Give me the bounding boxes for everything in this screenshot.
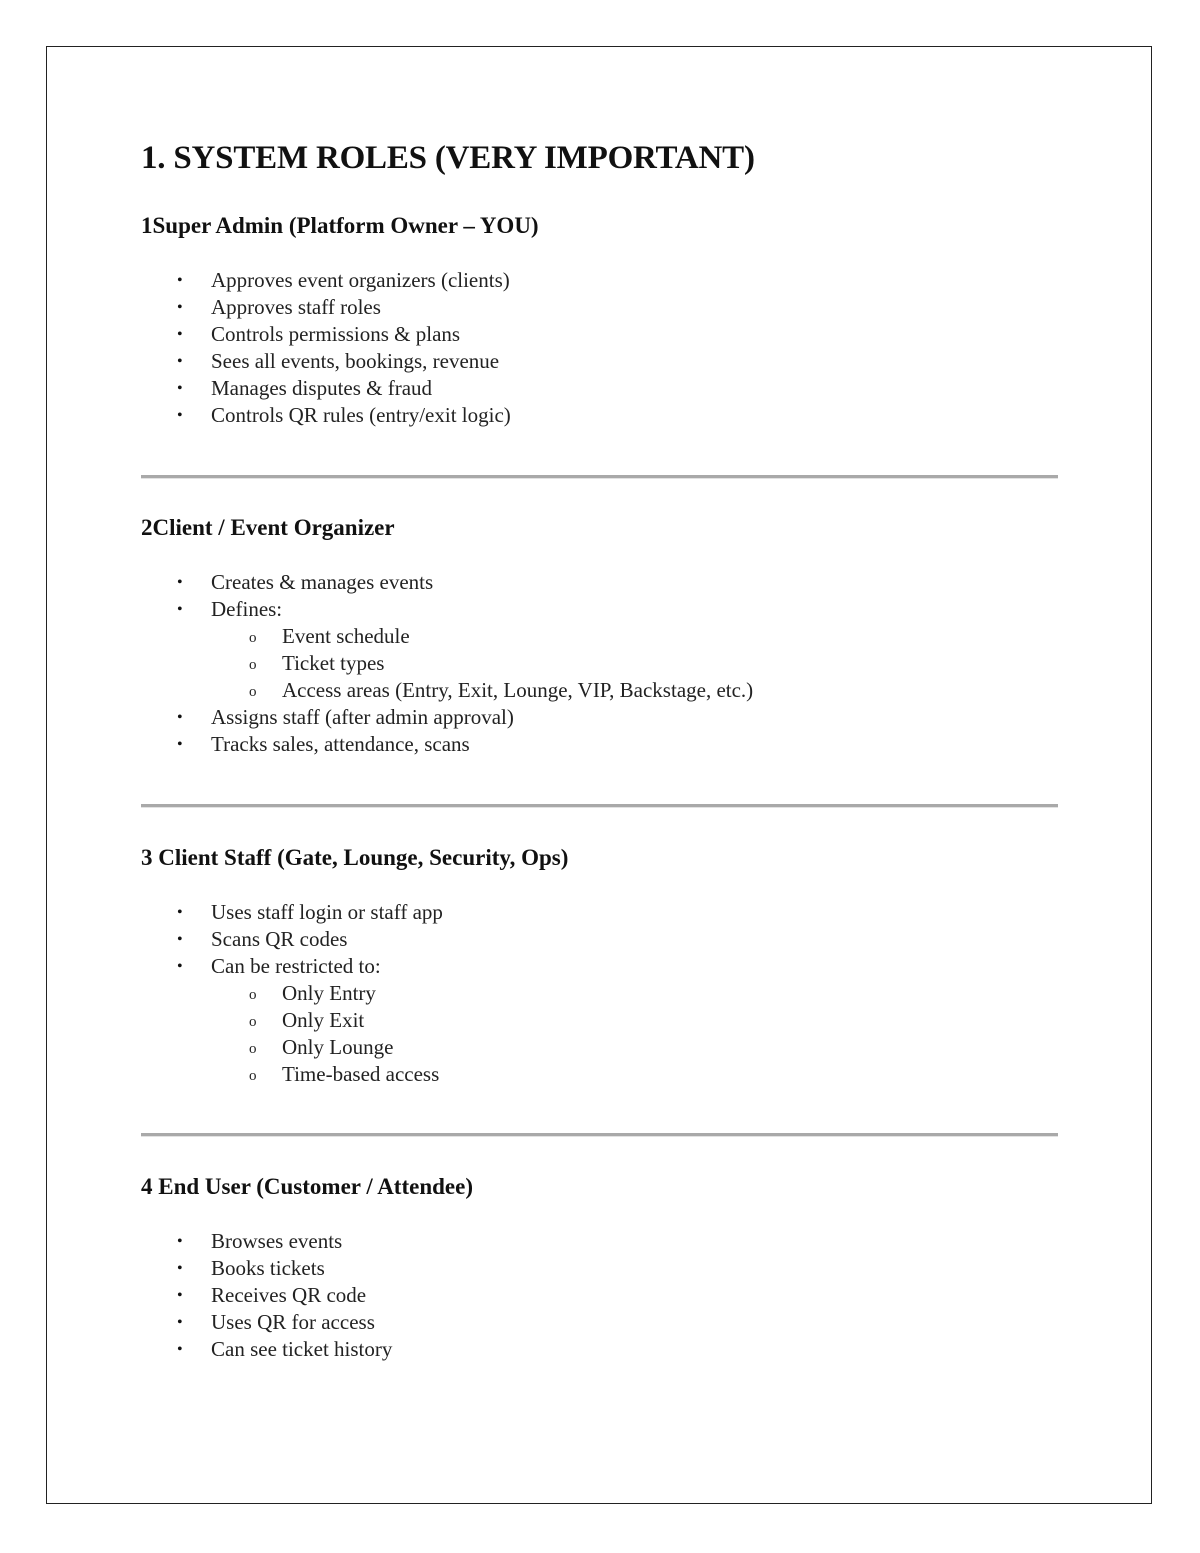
list-item: • Can see ticket history xyxy=(177,1337,393,1361)
sub-list-item: o Only Entry xyxy=(211,980,1061,1007)
section-heading: 4 End User (Customer / Attendee) xyxy=(141,1174,473,1199)
bullet-icon: • xyxy=(177,353,183,370)
list-item: • Controls permissions & plans xyxy=(177,322,461,346)
bullet-icon: • xyxy=(177,407,183,424)
section-client-organizer xyxy=(141,514,1061,758)
bullet-icon: • xyxy=(177,931,183,948)
bullet-icon: • xyxy=(177,1260,183,1277)
sub-list-item: o Only Lounge xyxy=(211,1034,1061,1061)
list-item: • Browses events xyxy=(177,1229,343,1253)
sub-list-item: o Ticket types xyxy=(211,650,1061,677)
list-item: • Approves event organizers (clients) xyxy=(177,268,510,292)
circle-bullet-icon: o xyxy=(249,1014,257,1030)
bullet-icon: • xyxy=(177,1314,183,1331)
bullet-icon: • xyxy=(177,1341,183,1358)
bullet-icon: • xyxy=(177,601,183,618)
bullet-list xyxy=(141,899,1061,1088)
list-item: • Manages disputes & fraud xyxy=(177,376,433,400)
bullet-icon: • xyxy=(177,736,183,753)
sub-list-item: o Only Exit xyxy=(211,1007,1061,1034)
bullet-list xyxy=(141,267,1061,429)
list-item: • Receives QR code xyxy=(177,1283,367,1307)
list-item: • Defines: o Event schedule o Ticket types o Access areas (Entry, Exit, Lounge, VIP, Backstage, etc.) xyxy=(141,596,1061,704)
circle-bullet-icon: o xyxy=(249,630,257,646)
sub-list-item: o Access areas (Entry, Exit, Lounge, VIP, Backstage, etc.) xyxy=(211,677,1061,704)
list-item: • Can be restricted to: o Only Entry o Only Exit o Only Lounge o Time-based access xyxy=(141,953,1061,1088)
bullet-icon: • xyxy=(177,299,183,316)
sub-bullet-list xyxy=(211,623,1061,704)
sub-list-item: o Time-based access xyxy=(211,1061,1061,1088)
list-item: • Tracks sales, attendance, scans xyxy=(177,732,470,756)
circle-bullet-icon: o xyxy=(249,657,257,673)
page-title: 1. SYSTEM ROLES (VERY IMPORTANT) xyxy=(141,140,755,176)
list-item: • Assigns staff (after admin approval) xyxy=(177,705,514,729)
circle-bullet-icon: o xyxy=(249,987,257,1003)
bullet-list xyxy=(141,569,1061,758)
section-heading: 2Client / Event Organizer xyxy=(141,515,395,540)
section-divider xyxy=(141,475,1058,479)
list-item: • Sees all events, bookings, revenue xyxy=(177,349,500,373)
list-item: • Creates & manages events xyxy=(177,570,434,594)
section-super-admin xyxy=(141,212,1061,429)
section-end-user xyxy=(141,1173,1061,1363)
bullet-icon: • xyxy=(177,709,183,726)
bullet-icon: • xyxy=(177,1287,183,1304)
bullet-icon: • xyxy=(177,958,183,975)
list-item: • Uses QR for access xyxy=(177,1310,375,1334)
bullet-icon: • xyxy=(177,904,183,921)
section-divider xyxy=(141,1133,1058,1137)
section-client-staff xyxy=(141,844,1061,1088)
bullet-icon: • xyxy=(177,574,183,591)
list-item: • Scans QR codes xyxy=(177,927,348,951)
list-item: • Approves staff roles xyxy=(177,295,381,319)
bullet-icon: • xyxy=(177,1233,183,1250)
list-item: • Controls QR rules (entry/exit logic) xyxy=(177,403,511,427)
list-item: • Books tickets xyxy=(177,1256,325,1280)
section-heading: 3 Client Staff (Gate, Lounge, Security, Ops) xyxy=(141,845,569,870)
bullet-icon: • xyxy=(177,326,183,343)
bullet-icon: • xyxy=(177,380,183,397)
sub-list-item: o Event schedule xyxy=(211,623,1061,650)
list-item: • Uses staff login or staff app xyxy=(177,900,443,924)
section-heading: 1Super Admin (Platform Owner – YOU) xyxy=(141,213,539,238)
circle-bullet-icon: o xyxy=(249,1041,257,1057)
section-divider xyxy=(141,804,1058,808)
circle-bullet-icon: o xyxy=(249,1068,257,1084)
circle-bullet-icon: o xyxy=(249,684,257,700)
sub-bullet-list xyxy=(211,980,1061,1088)
bullet-icon: • xyxy=(177,272,183,289)
bullet-list xyxy=(141,1228,1061,1363)
